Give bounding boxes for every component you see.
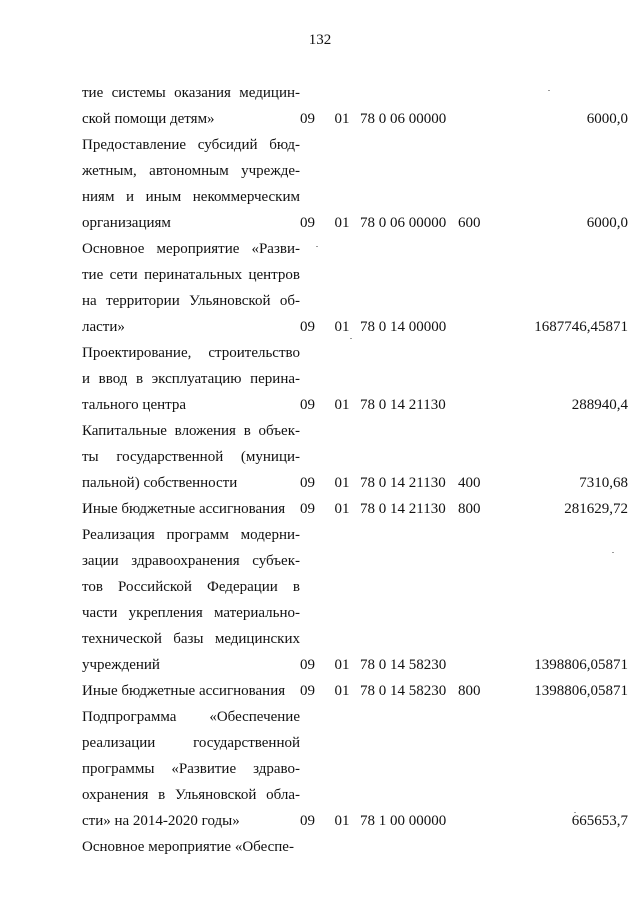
expense-type-code: 800 bbox=[458, 683, 481, 699]
expense-name bbox=[82, 496, 300, 522]
scan-speck bbox=[574, 812, 576, 813]
target-article-code bbox=[360, 834, 458, 860]
expense-name bbox=[82, 678, 300, 704]
table-row bbox=[0, 704, 640, 834]
section-code: 09 bbox=[300, 683, 315, 699]
subsection-code: 01 bbox=[334, 397, 350, 413]
scan-speck bbox=[350, 338, 352, 339]
expense-name-line: охранения в Ульяновской обла- bbox=[82, 787, 300, 803]
expense-type-code bbox=[458, 314, 500, 340]
section-code: 09 bbox=[300, 475, 315, 491]
expense-type-code bbox=[458, 834, 500, 860]
subsection-code: 01 bbox=[334, 319, 350, 335]
amount-value: 6000,0 bbox=[586, 111, 628, 127]
expense-name bbox=[82, 418, 300, 496]
table-row bbox=[0, 80, 640, 132]
expense-name-line: реализации государственной bbox=[82, 735, 300, 751]
expense-name bbox=[82, 80, 300, 132]
amount-value: 7310,68 bbox=[579, 475, 628, 491]
target-article-code: 78 1 00 00000 bbox=[360, 813, 447, 829]
expense-type-code bbox=[458, 808, 500, 834]
expense-name-line: Предоставление субсидий бюд- bbox=[82, 137, 300, 153]
expense-type-code: 600 bbox=[458, 215, 481, 231]
amount-value: 281629,72 bbox=[564, 501, 628, 517]
expense-type-code: 400 bbox=[458, 475, 481, 491]
subsection-code: 01 bbox=[334, 657, 350, 673]
table-row bbox=[0, 340, 640, 418]
expense-name-line: Иные бюджетные ассигнования bbox=[82, 683, 286, 699]
expense-name bbox=[82, 834, 300, 860]
expense-name-line: зации здравоохранения субъек- bbox=[82, 553, 300, 569]
subsection-code: 01 bbox=[334, 683, 350, 699]
expense-name-line: учреждений bbox=[82, 657, 160, 673]
expense-name-line: Подпрограмма «Обеспечение bbox=[82, 709, 300, 725]
expense-name bbox=[82, 340, 300, 418]
table-row bbox=[0, 236, 640, 340]
target-article-code: 78 0 14 58230 bbox=[360, 657, 447, 673]
expense-name-line: Капитальные вложения в объек- bbox=[82, 423, 300, 439]
section-code bbox=[300, 834, 324, 860]
expense-name bbox=[82, 236, 300, 340]
subsection-code: 01 bbox=[334, 475, 350, 491]
expense-name bbox=[82, 522, 300, 678]
table-row bbox=[0, 834, 640, 860]
target-article-code: 78 0 06 00000 bbox=[360, 111, 447, 127]
target-article-code: 78 0 14 00000 bbox=[360, 319, 447, 335]
expense-name-line: на территории Ульяновской об- bbox=[82, 293, 300, 309]
expense-name-line: организациям bbox=[82, 215, 171, 231]
amount-value: 1687746,45871 bbox=[534, 319, 628, 335]
amount-value: 665653,7 bbox=[571, 813, 628, 829]
expense-type-code: 800 bbox=[458, 501, 481, 517]
amount-value: 1398806,05871 bbox=[534, 683, 628, 699]
table-row bbox=[0, 496, 640, 522]
section-code: 09 bbox=[300, 813, 315, 829]
expense-name-line: Реализация программ модерни- bbox=[82, 527, 300, 543]
expense-type-code bbox=[458, 392, 500, 418]
scan-speck bbox=[612, 552, 614, 553]
expense-name-line: и ввод в эксплуатацию перина- bbox=[82, 371, 300, 387]
table-row bbox=[0, 132, 640, 236]
expense-name-line: Основное мероприятие «Разви- bbox=[82, 241, 300, 257]
amount-value bbox=[500, 834, 628, 860]
expense-name-line: Иные бюджетные ассигнования bbox=[82, 501, 286, 517]
expense-name-line: технической базы медицинских bbox=[82, 631, 300, 647]
expense-name-line: пальной) собственности bbox=[82, 475, 238, 491]
table-row bbox=[0, 418, 640, 496]
expense-name-line: тие системы оказания медицин- bbox=[82, 85, 300, 101]
target-article-code: 78 0 14 21130 bbox=[360, 501, 446, 517]
target-article-code: 78 0 06 00000 bbox=[360, 215, 447, 231]
expense-name-line: сти» на 2014-2020 годы» bbox=[82, 813, 240, 829]
section-code: 09 bbox=[300, 319, 315, 335]
scan-speck bbox=[548, 90, 550, 91]
expense-name-line: ниям и иным некоммерческим bbox=[82, 189, 300, 205]
subsection-code: 01 bbox=[334, 813, 350, 829]
target-article-code: 78 0 14 58230 bbox=[360, 683, 447, 699]
subsection-code bbox=[324, 834, 360, 860]
section-code: 09 bbox=[300, 215, 315, 231]
expense-name-line: ты государственной (муници- bbox=[82, 449, 300, 465]
expense-name-line: тие сети перинатальных центров bbox=[82, 267, 300, 283]
page-number: 132 bbox=[308, 32, 332, 48]
section-code: 09 bbox=[300, 501, 315, 517]
amount-value: 288940,4 bbox=[571, 397, 628, 413]
target-article-code: 78 0 14 21130 bbox=[360, 397, 446, 413]
expense-name-line: части укрепления материально- bbox=[82, 605, 300, 621]
expense-name bbox=[82, 132, 300, 236]
subsection-code: 01 bbox=[334, 501, 350, 517]
table-row bbox=[0, 522, 640, 678]
expense-name bbox=[82, 704, 300, 834]
table-row bbox=[0, 678, 640, 704]
expense-name-line: Проектирование, строительство bbox=[82, 345, 300, 361]
scan-speck bbox=[316, 246, 318, 247]
expense-name-line: Основное мероприятие «Обеспе- bbox=[82, 839, 294, 855]
budget-table bbox=[0, 80, 640, 860]
section-code: 09 bbox=[300, 657, 315, 673]
amount-value: 6000,0 bbox=[586, 215, 628, 231]
section-code: 09 bbox=[300, 111, 315, 127]
amount-value: 1398806,05871 bbox=[534, 657, 628, 673]
expense-name-line: жетным, автономным учрежде- bbox=[82, 163, 300, 179]
expense-name-line: тов Российской Федерации в bbox=[82, 579, 300, 595]
expense-type-code bbox=[458, 652, 500, 678]
section-code: 09 bbox=[300, 397, 315, 413]
expense-name-line: ласти» bbox=[82, 319, 125, 335]
expense-name-line: тального центра bbox=[82, 397, 187, 413]
subsection-code: 01 bbox=[334, 111, 350, 127]
expense-name-line: ской помощи детям» bbox=[82, 111, 215, 127]
expense-name-line: программы «Развитие здраво- bbox=[82, 761, 300, 777]
subsection-code: 01 bbox=[334, 215, 350, 231]
expense-type-code bbox=[458, 106, 500, 132]
target-article-code: 78 0 14 21130 bbox=[360, 475, 446, 491]
